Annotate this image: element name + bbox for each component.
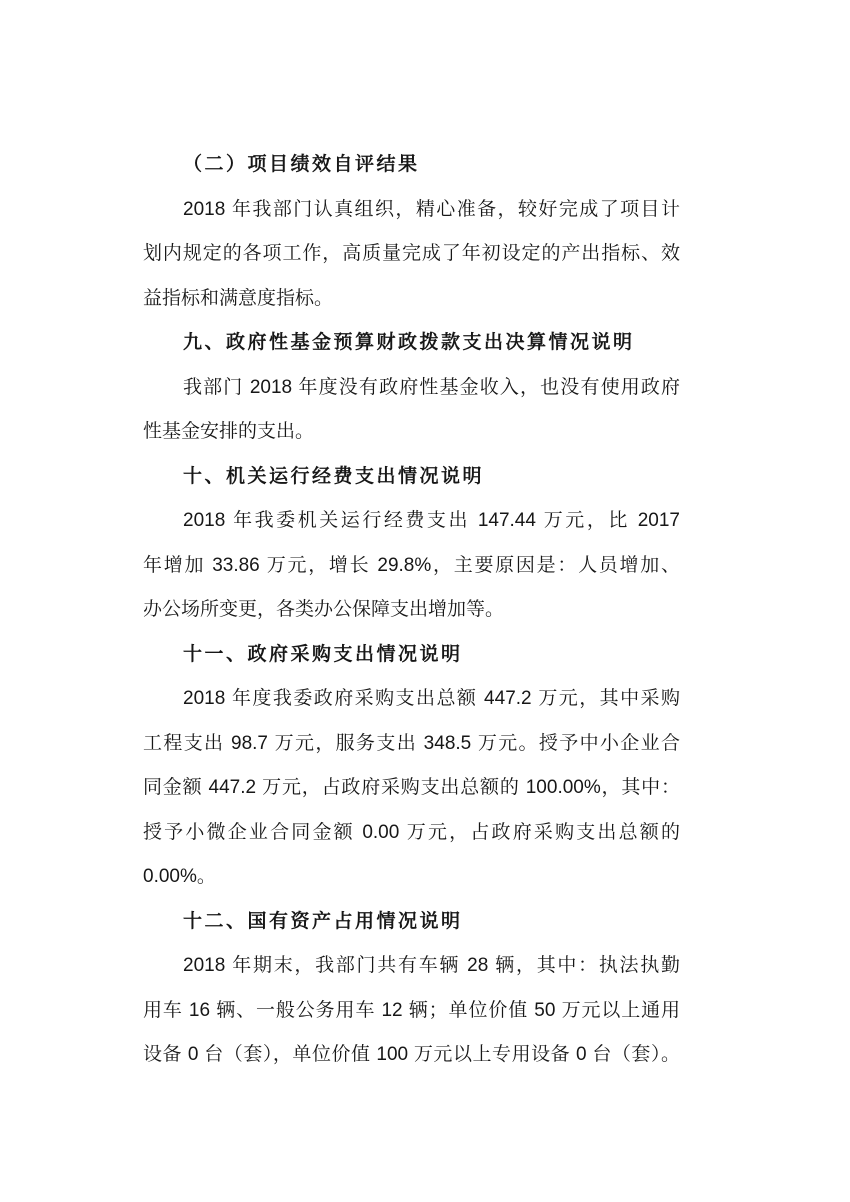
document-body — [143, 143, 680, 1078]
paragraph-line: 授予小微企业合同金额 0.00 万元，占政府采购支出总额的 — [143, 821, 680, 843]
paragraph-line: 益指标和满意度指标。 — [143, 287, 334, 309]
heading-agency-operating-expense: 十、机关运行经费支出情况说明 — [183, 465, 485, 487]
paragraph-line: 设备 0 台（套），单位价值 100 万元以上专用设备 0 台（套）。 — [143, 1044, 680, 1065]
heading-state-owned-assets: 十二、国有资产占用情况说明 — [183, 910, 463, 932]
paragraph-line: 用车 16 辆、一般公务用车 12 辆；单位价值 50 万元以上通用 — [143, 999, 680, 1021]
paragraph-line: 性基金安排的支出。 — [143, 421, 315, 442]
heading-gov-procurement-expenditure: 十一、政府采购支出情况说明 — [183, 643, 463, 665]
paragraph-line: 办公场所变更，各类办公保障支出增加等。 — [143, 599, 505, 620]
paragraph-line: 2018 年期末，我部门共有车辆 28 辆，其中：执法执勤 — [183, 955, 680, 976]
paragraph-line: 年增加 33.86 万元，增长 29.8%，主要原因是：人员增加、 — [143, 554, 680, 576]
heading-project-performance-self-evaluation: （二）项目绩效自评结果 — [183, 154, 420, 175]
paragraph-line: 工程支出 98.7 万元，服务支出 348.5 万元。授予中小企业合 — [143, 732, 680, 754]
paragraph-line: 2018 年度我委政府采购支出总额 447.2 万元，其中采购 — [183, 688, 680, 709]
paragraph-line: 2018 年我部门认真组织，精心准备，较好完成了项目计 — [183, 198, 680, 220]
paragraph-line: 0.00%。 — [143, 866, 216, 887]
paragraph-line: 同金额 447.2 万元，占政府采购支出总额的 100.00%，其中： — [143, 777, 680, 798]
paragraph-line: 我部门 2018 年度没有政府性基金收入，也没有使用政府 — [183, 376, 680, 398]
paragraph-line: 2018 年我委机关运行经费支出 147.44 万元，比 2017 — [183, 510, 680, 531]
heading-gov-fund-budget-expenditure: 九、政府性基金预算财政拨款支出决算情况说明 — [183, 332, 635, 353]
paragraph-line: 划内规定的各项工作，高质量完成了年初设定的产出指标、效 — [143, 243, 680, 264]
